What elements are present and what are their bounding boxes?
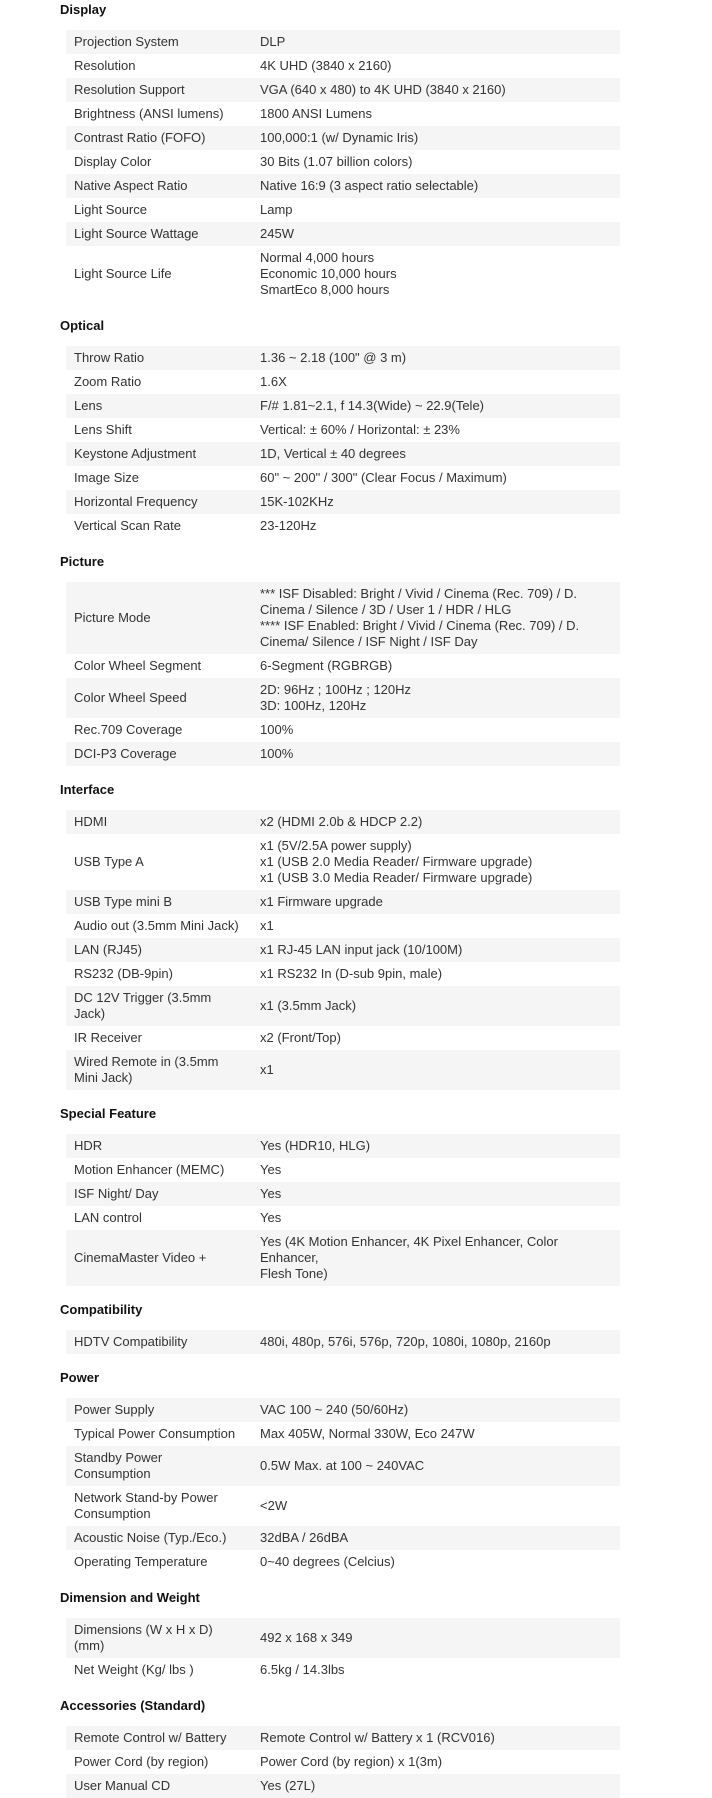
spec-section <box>60 552 620 766</box>
spec-row <box>66 1182 620 1206</box>
spec-label: Light Source Life <box>74 266 172 281</box>
spec-value-line: 100,000:1 (w/ Dynamic Iris) <box>260 130 419 145</box>
spec-row <box>66 1726 620 1750</box>
spec-value-line: x1 (USB 3.0 Media Reader/ Firmware upgrade) <box>260 870 533 885</box>
spec-label: Picture Mode <box>74 610 151 625</box>
spec-label: Image Size <box>74 470 140 485</box>
spec-row <box>66 442 620 466</box>
spec-value <box>248 1774 620 1798</box>
spec-row <box>66 102 620 126</box>
spec-value-line: 0~40 degrees (Celcius) <box>260 1554 395 1569</box>
section-title: Picture <box>60 554 105 569</box>
spec-value-line: Power Cord (by region) x 1(3m) <box>260 1754 443 1769</box>
spec-label: Net Weight (Kg/ lbs ) <box>74 1662 194 1677</box>
spec-value <box>248 810 620 834</box>
spec-row <box>66 1774 620 1798</box>
spec-section <box>60 1368 620 1574</box>
spec-row <box>66 466 620 490</box>
spec-value <box>248 1626 620 1650</box>
spec-value <box>248 1422 620 1446</box>
spec-label: USB Type mini B <box>74 894 173 909</box>
spec-value-line: Vertical: ± 60% / Horizontal: ± 23% <box>260 422 460 437</box>
spec-label: Native Aspect Ratio <box>74 178 188 193</box>
spec-value <box>248 742 620 766</box>
spec-value-line: <2W <box>260 1498 288 1513</box>
spec-value <box>248 1134 620 1158</box>
spec-label: USB Type A <box>74 854 144 869</box>
spec-label: Vertical Scan Rate <box>74 518 181 533</box>
spec-value <box>248 102 620 126</box>
section-title: Compatibility <box>60 1302 143 1317</box>
spec-value-line: Yes <box>260 1210 282 1225</box>
spec-row <box>66 1134 620 1158</box>
spec-label: Wired Remote in (3.5mm Mini Jack) <box>74 1054 219 1085</box>
spec-table <box>66 810 620 1090</box>
spec-value <box>248 150 620 174</box>
spec-label: Acoustic Noise (Typ./Eco.) <box>74 1530 227 1545</box>
spec-label: Audio out (3.5mm Mini Jack) <box>74 918 239 933</box>
spec-value <box>248 1494 620 1518</box>
spec-row <box>66 1486 620 1526</box>
spec-label: ISF Night/ Day <box>74 1186 159 1201</box>
spec-row <box>66 370 620 394</box>
spec-label: Light Source Wattage <box>74 226 199 241</box>
spec-row <box>66 514 620 538</box>
spec-row <box>66 1398 620 1422</box>
spec-label: Color Wheel Speed <box>74 690 187 705</box>
spec-label: Typical Power Consumption <box>74 1426 236 1441</box>
spec-value-line: 2D: 96Hz ; 100Hz ; 120Hz <box>260 682 412 697</box>
spec-row <box>66 1446 620 1486</box>
spec-value-line: Cinema/ Silence / ISF Night / ISF Day <box>260 634 478 649</box>
spec-value-line: Cinema / Silence / 3D / User 1 / HDR / HLG <box>260 602 512 617</box>
spec-value <box>248 1058 620 1082</box>
spec-value <box>248 490 620 514</box>
spec-row <box>66 126 620 150</box>
spec-row <box>66 962 620 986</box>
spec-label: DC 12V Trigger (3.5mm Jack) <box>74 990 212 1021</box>
spec-value <box>248 938 620 962</box>
spec-row <box>66 1618 620 1658</box>
spec-section <box>60 780 620 1090</box>
spec-value <box>248 718 620 742</box>
spec-value <box>248 1158 620 1182</box>
spec-value <box>248 78 620 102</box>
spec-label: Brightness (ANSI lumens) <box>74 106 224 121</box>
spec-section <box>60 316 620 538</box>
spec-value-line: x1 Firmware upgrade <box>260 894 383 909</box>
spec-value-line: SmartEco 8,000 hours <box>260 282 390 297</box>
spec-value-line: Lamp <box>260 202 293 217</box>
spec-value <box>248 1230 620 1286</box>
spec-section <box>60 1300 620 1354</box>
spec-value-line: Normal 4,000 hours <box>260 250 375 265</box>
spec-value-line: x1 <box>260 1062 274 1077</box>
spec-value-line: Max 405W, Normal 330W, Eco 247W <box>260 1426 475 1441</box>
spec-value-line: x1 <box>260 918 274 933</box>
spec-label: CinemaMaster Video + <box>74 1250 207 1265</box>
spec-label: Lens Shift <box>74 422 132 437</box>
spec-label: Display Color <box>74 154 152 169</box>
spec-row <box>66 490 620 514</box>
spec-value <box>248 1550 620 1574</box>
spec-value <box>248 174 620 198</box>
spec-value <box>248 1026 620 1050</box>
spec-label: DCI-P3 Coverage <box>74 746 177 761</box>
spec-table <box>66 582 620 766</box>
spec-value-line: x1 RJ-45 LAN input jack (10/100M) <box>260 942 463 957</box>
spec-row <box>66 1658 620 1682</box>
spec-value-line: 3D: 100Hz, 120Hz <box>260 698 367 713</box>
spec-value <box>248 582 620 654</box>
spec-value <box>248 1330 620 1354</box>
spec-row <box>66 1526 620 1550</box>
spec-value-line: 100% <box>260 722 294 737</box>
spec-label: Dimensions (W x H x D)(mm) <box>74 1622 213 1653</box>
spec-value <box>248 370 620 394</box>
spec-value-line: x1 (3.5mm Jack) <box>260 998 357 1013</box>
spec-label: Operating Temperature <box>74 1554 208 1569</box>
spec-value-line: 1D, Vertical ± 40 degrees <box>260 446 406 461</box>
section-title: Power <box>60 1370 100 1385</box>
spec-label: HDR <box>74 1138 103 1153</box>
spec-label: LAN (RJ45) <box>74 942 142 957</box>
spec-value-line: VAC 100 ~ 240 (50/60Hz) <box>260 1402 409 1417</box>
spec-value-line: 1800 ANSI Lumens <box>260 106 373 121</box>
spec-row <box>66 1206 620 1230</box>
spec-row <box>66 678 620 718</box>
spec-value-line: 6-Segment (RGBRGB) <box>260 658 393 673</box>
spec-value-line: 1.36 ~ 2.18 (100" @ 3 m) <box>260 350 407 365</box>
spec-value-line: Flesh Tone) <box>260 1266 328 1281</box>
spec-table <box>66 346 620 538</box>
spec-value <box>248 1398 620 1422</box>
spec-row <box>66 810 620 834</box>
spec-row <box>66 1026 620 1050</box>
spec-value <box>248 678 620 718</box>
spec-value-line: Yes <box>260 1162 282 1177</box>
spec-value <box>248 1526 620 1550</box>
spec-row <box>66 54 620 78</box>
spec-value-line: x1 (USB 2.0 Media Reader/ Firmware upgrade) <box>260 854 533 869</box>
spec-value <box>248 994 620 1018</box>
spec-value <box>248 54 620 78</box>
spec-value-line: VGA (640 x 480) to 4K UHD (3840 x 2160) <box>260 82 506 97</box>
spec-label: RS232 (DB-9pin) <box>74 966 173 981</box>
spec-label: Rec.709 Coverage <box>74 722 183 737</box>
spec-value-line: 480i, 480p, 576i, 576p, 720p, 1080i, 1080p, 2160p <box>260 1334 551 1349</box>
spec-row <box>66 222 620 246</box>
spec-value <box>248 246 620 302</box>
spec-value-line: *** ISF Disabled: Bright / Vivid / Cinema (Rec. 709) / D. <box>260 586 577 601</box>
spec-row <box>66 654 620 678</box>
spec-value <box>248 442 620 466</box>
spec-label: Horizontal Frequency <box>74 494 198 509</box>
spec-value-line: 6.5kg / 14.3lbs <box>260 1662 345 1677</box>
spec-value <box>248 654 620 678</box>
spec-row <box>66 246 620 302</box>
spec-row <box>66 78 620 102</box>
spec-row <box>66 834 620 890</box>
section-title: Optical <box>60 318 105 333</box>
spec-value-line: x2 (Front/Top) <box>260 1030 341 1045</box>
spec-value-line: 15K-102KHz <box>260 494 334 509</box>
spec-value <box>248 1206 620 1230</box>
spec-value-line: 245W <box>260 226 294 241</box>
spec-value-line: Native 16:9 (3 aspect ratio selectable) <box>260 178 479 193</box>
spec-label: LAN control <box>74 1210 142 1225</box>
spec-value-line: Economic 10,000 hours <box>260 266 397 281</box>
spec-value <box>248 1658 620 1682</box>
spec-value <box>248 962 620 986</box>
spec-section <box>60 0 620 302</box>
spec-value-line: 0.5W Max. at 100 ~ 240VAC <box>260 1458 425 1473</box>
spec-value <box>248 222 620 246</box>
spec-value <box>248 198 620 222</box>
spec-row <box>66 1230 620 1286</box>
spec-table <box>66 30 620 302</box>
spec-label: HDMI <box>74 814 108 829</box>
spec-row <box>66 198 620 222</box>
spec-value <box>248 514 620 538</box>
spec-label: Network Stand-by Power Consumption <box>74 1490 218 1521</box>
spec-label: Remote Control w/ Battery <box>74 1730 227 1745</box>
spec-row <box>66 346 620 370</box>
spec-label: Resolution <box>74 58 136 73</box>
spec-row <box>66 418 620 442</box>
spec-value-line: F/# 1.81~2.1, f 14.3(Wide) ~ 22.9(Tele) <box>260 398 485 413</box>
spec-value <box>248 394 620 418</box>
section-title: Special Feature <box>60 1106 157 1121</box>
spec-row <box>66 914 620 938</box>
spec-table <box>66 1726 620 1798</box>
spec-value-line: Yes (27L) <box>260 1778 316 1793</box>
spec-value <box>248 30 620 54</box>
spec-section <box>60 1104 620 1286</box>
spec-section <box>60 1696 620 1798</box>
spec-row <box>66 1330 620 1354</box>
spec-label: User Manual CD <box>74 1778 171 1793</box>
spec-row <box>66 742 620 766</box>
spec-row <box>66 394 620 418</box>
spec-value <box>248 890 620 914</box>
spec-row <box>66 30 620 54</box>
spec-label: Contrast Ratio (FOFO) <box>74 130 206 145</box>
spec-value-line: Yes (HDR10, HLG) <box>260 1138 371 1153</box>
spec-row <box>66 718 620 742</box>
spec-row <box>66 1158 620 1182</box>
spec-label: HDTV Compatibility <box>74 1334 188 1349</box>
spec-value <box>248 126 620 150</box>
section-title: Display <box>60 2 107 17</box>
spec-table <box>66 1618 620 1682</box>
spec-label: Lens <box>74 398 103 413</box>
spec-label: IR Receiver <box>74 1030 142 1045</box>
spec-row <box>66 582 620 654</box>
spec-value <box>248 914 620 938</box>
spec-table <box>66 1398 620 1574</box>
spec-label: Standby Power Consumption <box>74 1450 163 1481</box>
spec-value-line: 30 Bits (1.07 billion colors) <box>260 154 413 169</box>
spec-label: Projection System <box>74 34 179 49</box>
spec-row <box>66 1422 620 1446</box>
spec-value-line: x1 (5V/2.5A power supply) <box>260 838 412 853</box>
spec-value-line: DLP <box>260 34 286 49</box>
spec-row <box>66 1550 620 1574</box>
spec-value <box>248 418 620 442</box>
spec-label: Light Source <box>74 202 147 217</box>
spec-table <box>66 1330 620 1354</box>
spec-value <box>248 466 620 490</box>
spec-row <box>66 150 620 174</box>
section-title: Accessories (Standard) <box>60 1698 206 1713</box>
spec-row <box>66 890 620 914</box>
spec-row <box>66 174 620 198</box>
spec-value-line: 60" ~ 200" / 300" (Clear Focus / Maximum) <box>260 470 507 485</box>
spec-row <box>66 1050 620 1090</box>
spec-label: Throw Ratio <box>74 350 145 365</box>
spec-value-line: Yes <box>260 1186 282 1201</box>
spec-value-line: Yes (4K Motion Enhancer, 4K Pixel Enhancer, Color Enhancer, <box>260 1234 558 1265</box>
spec-value-line: x1 RS232 In (D-sub 9pin, male) <box>260 966 443 981</box>
spec-label: Resolution Support <box>74 82 185 97</box>
spec-value-line: Remote Control w/ Battery x 1 (RCV016) <box>260 1730 495 1745</box>
spec-value <box>248 1182 620 1206</box>
spec-label: Motion Enhancer (MEMC) <box>74 1162 225 1177</box>
spec-label: Zoom Ratio <box>74 374 142 389</box>
spec-value <box>248 1726 620 1750</box>
spec-value-line: 23-120Hz <box>260 518 317 533</box>
spec-label: Power Cord (by region) <box>74 1754 209 1769</box>
spec-row <box>66 986 620 1026</box>
spec-value-line: 492 x 168 x 349 <box>260 1630 353 1645</box>
spec-value-line: x2 (HDMI 2.0b & HDCP 2.2) <box>260 814 423 829</box>
spec-value-line: **** ISF Enabled: Bright / Vivid / Cinema (Rec. 709) / D. <box>260 618 580 633</box>
spec-table <box>66 1134 620 1286</box>
spec-value-line: 1.6X <box>260 374 287 389</box>
spec-value-line: 100% <box>260 746 294 761</box>
spec-value <box>248 834 620 890</box>
spec-section <box>60 1588 620 1682</box>
spec-label: Power Supply <box>74 1402 155 1417</box>
section-title: Interface <box>60 782 115 797</box>
spec-value <box>248 1454 620 1478</box>
spec-value-line: 32dBA / 26dBA <box>260 1530 349 1545</box>
spec-value-line: 4K UHD (3840 x 2160) <box>260 58 392 73</box>
spec-row <box>66 938 620 962</box>
spec-value <box>248 346 620 370</box>
section-title: Dimension and Weight <box>60 1590 200 1605</box>
spec-label: Color Wheel Segment <box>74 658 202 673</box>
spec-label: Keystone Adjustment <box>74 446 197 461</box>
